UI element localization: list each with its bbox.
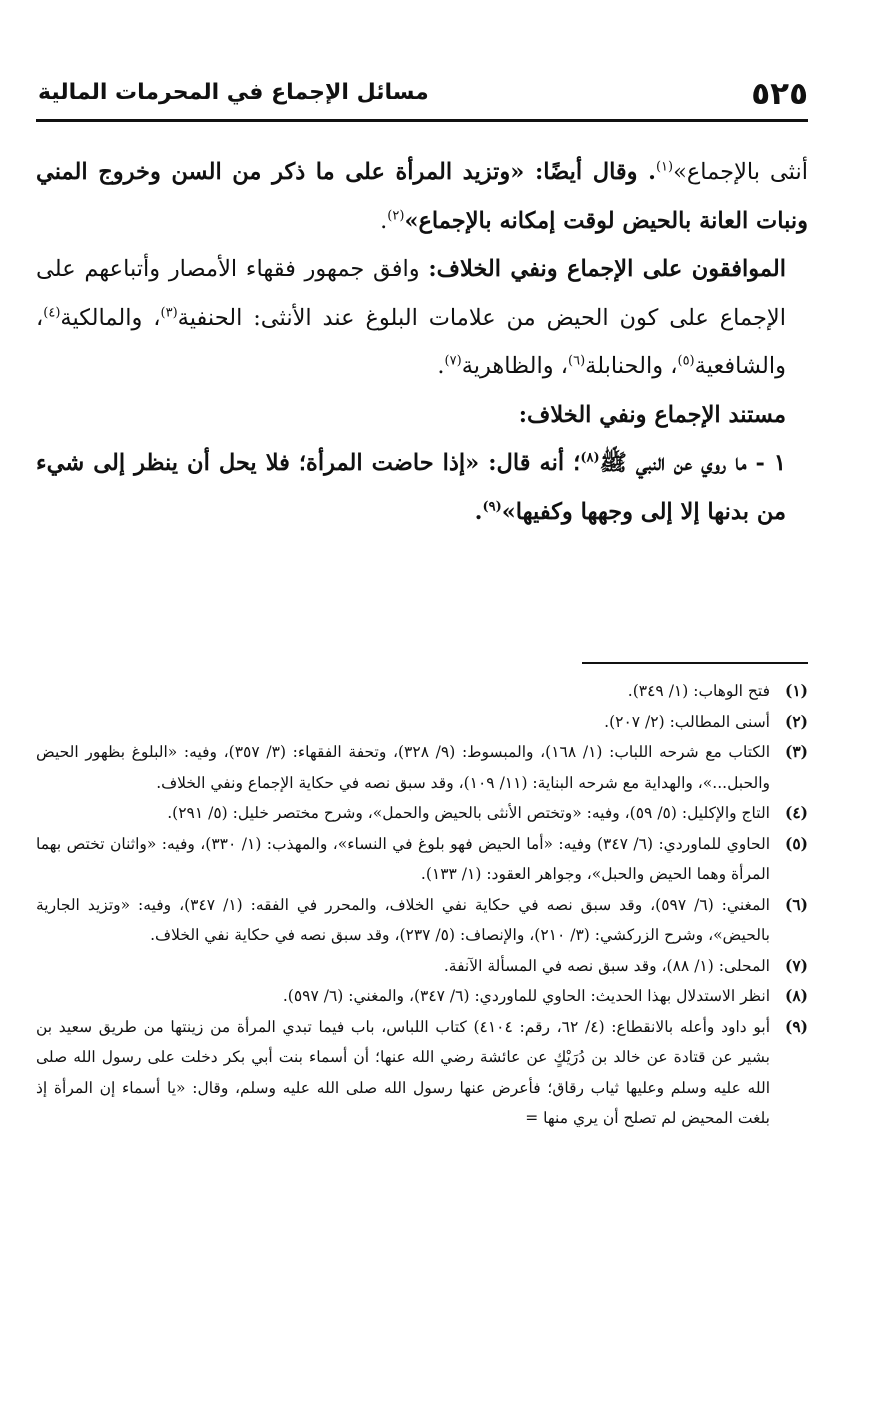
footnote-item xyxy=(36,676,808,707)
book-page xyxy=(36,70,808,1127)
footnote-text: أبو داود وأعله بالانقطاع: (٤/ ٦٢، رقم: ٤١٠٤) كتاب اللباس، باب فيما تبدي المرأة من زينتها من طريق سعيد بن بشير عن قتادة عن خالد بن دُرَيْكٍ عن عائشة رضي الله عنها؛ أن أسماء بنت أبي بكر دخلت على رسول الله صلى الله عليه وسلم وعليها ثياب رقاق؛ فأعرض عنها رسول الله صلى الله عليه وسلم، وقال: «يا أسماء إن المرأة إذ بلغت المحيض لم تصلح أن يري منها = xyxy=(36,1017,771,1127)
agreeing-heading: الموافقون على الإجماع ونفي الخلاف: xyxy=(428,256,786,282)
footnote-separator xyxy=(582,662,808,664)
evidence-heading: مستند الإجماع ونفي الخلاف: xyxy=(518,401,786,428)
p1-end: . xyxy=(380,207,388,234)
page-header xyxy=(36,70,808,116)
footnote-number: (٥) xyxy=(784,833,808,853)
footnote-number: (٣) xyxy=(784,742,808,761)
running-title: مسائل الإجماع في المحرمات المالية xyxy=(38,80,429,105)
footnote-number: (٦) xyxy=(784,894,808,914)
p4-text-2: ؛ أنه قال: «إذا حاضت المرأة؛ فلا يحل أن ينظر إلى شيء من بدنها إلا إلى وجهها وكفيها» xyxy=(36,450,786,525)
footnote-ref-2: (٢) xyxy=(387,208,405,223)
page-number: ٥٢٥ xyxy=(751,76,808,112)
footnote-item xyxy=(36,981,808,1012)
footnote-item xyxy=(36,798,808,829)
footnote-item xyxy=(36,890,808,951)
footnote-ref-7: (٧) xyxy=(444,353,462,369)
main-text xyxy=(36,148,808,536)
p2-text-6: ، والحنابلة xyxy=(585,353,678,379)
footnote-number: (٨) xyxy=(784,986,808,1005)
p2-text-5: ، والشافعية xyxy=(36,304,786,379)
footnote-text: الكتاب مع شرحه اللباب: (١/ ١٦٨)، والمبسوط: (٩/ ٣٢٨)، وتحفة الفقهاء: (٣/ ٣٥٧)، وفيه: «البلوغ بظهور الحيض والحبل...»، والهداية مع شرحه البناية: (١١/ ١٠٩)، وقد سبق نصه في حكاية الإجماع ونفي الخلاف. xyxy=(36,743,771,792)
footnote-number: (٢) xyxy=(784,711,808,731)
p1-text: أنثى بالإجماع» xyxy=(673,159,808,185)
footnote-number: (٩) xyxy=(784,1016,808,1036)
paragraph-evidence-1 xyxy=(36,439,808,536)
footnote-text: أسنى المطالب: (٢/ ٢٠٧). xyxy=(604,712,770,731)
footnote-text: الحاوي للماوردي: (٦/ ٣٤٧) وفيه: «أما الحيض فهو بلوغ في النساء»، والمهذب: (١/ ٣٣٠)، وفيه: «واثنان تختص بهما المرأة وهما الحيض والحبل»، وجواهر العقود: (١/ ١٣٣). xyxy=(36,834,771,883)
footnote-text: التاج والإكليل: (٥/ ٥٩)، وفيه: «وتختص الأنثى بالحيض والحمل»، وشرح مختصر خليل: (٥/ ٢٩١). xyxy=(167,804,770,822)
footnotes xyxy=(36,676,808,1134)
footnote-text: انظر الاستدلال بهذا الحديث: الحاوي للماوردي: (٦/ ٣٤٧)، والمغني: (٦/ ٥٩٧). xyxy=(282,987,770,1005)
footnote-ref-8: (٨) xyxy=(580,450,600,466)
p2-text-4: ، والمالكية xyxy=(60,304,161,331)
footnote-item xyxy=(36,951,808,982)
footnote-ref-3: (٣) xyxy=(160,305,178,320)
footnote-text: فتح الوهاب: (١/ ٣٤٩). xyxy=(627,682,770,700)
paragraph-1 xyxy=(36,148,808,245)
p4-text: ١ - ما روي عن النبي ﷺ xyxy=(599,450,786,476)
footnote-number: (٤) xyxy=(784,803,808,822)
footnote-item xyxy=(36,737,808,798)
footnote-ref-4: (٤) xyxy=(43,305,61,320)
footnote-item xyxy=(36,707,808,738)
p1-text-2: . وقال أيضًا: «وتزيد المرأة على ما ذكر من السن وخروج المني ونبات العانة بالحيض لوقت إمكانه بالإجماع» xyxy=(36,159,808,234)
paragraph-2 xyxy=(36,245,808,391)
footnote-ref-6: (٦) xyxy=(568,353,586,369)
footnote-item xyxy=(36,1012,808,1134)
footnote-number: (٧) xyxy=(784,955,808,975)
header-rule xyxy=(36,119,808,122)
p2-end: . xyxy=(437,353,445,379)
p2-text: وافق جمهور فقهاء الأمصار وأتباعهم على الإجماع على كون الحيض من علامات البلوغ عند الأنثى: الحنفية xyxy=(36,256,786,331)
footnote-item xyxy=(36,829,808,890)
footnote-ref-5: (٥) xyxy=(677,353,695,369)
p4-end: . xyxy=(474,498,483,525)
footnote-number: (١) xyxy=(784,681,808,700)
p2-text-7: ، والظاهرية xyxy=(461,353,568,379)
footnote-ref-1: (١) xyxy=(655,159,674,175)
footnote-text: المحلى: (١/ ٨٨)، وقد سبق نصه في المسألة الآنفة. xyxy=(443,956,770,975)
footnote-ref-9: (٩) xyxy=(482,499,502,514)
footnote-text: المغني: (٦/ ٥٩٧)، وقد سبق نصه في حكاية نفي الخلاف، والمحرر في الفقه: (١/ ٣٤٧)، وفيه: «وتزيد الجارية بالحيض»، وشرح الزركشي: (٣/ ٢١٠)، والإنصاف: (٥/ ٢٣٧)، وقد سبق نصه في حكاية نفي الخلاف. xyxy=(36,895,770,944)
